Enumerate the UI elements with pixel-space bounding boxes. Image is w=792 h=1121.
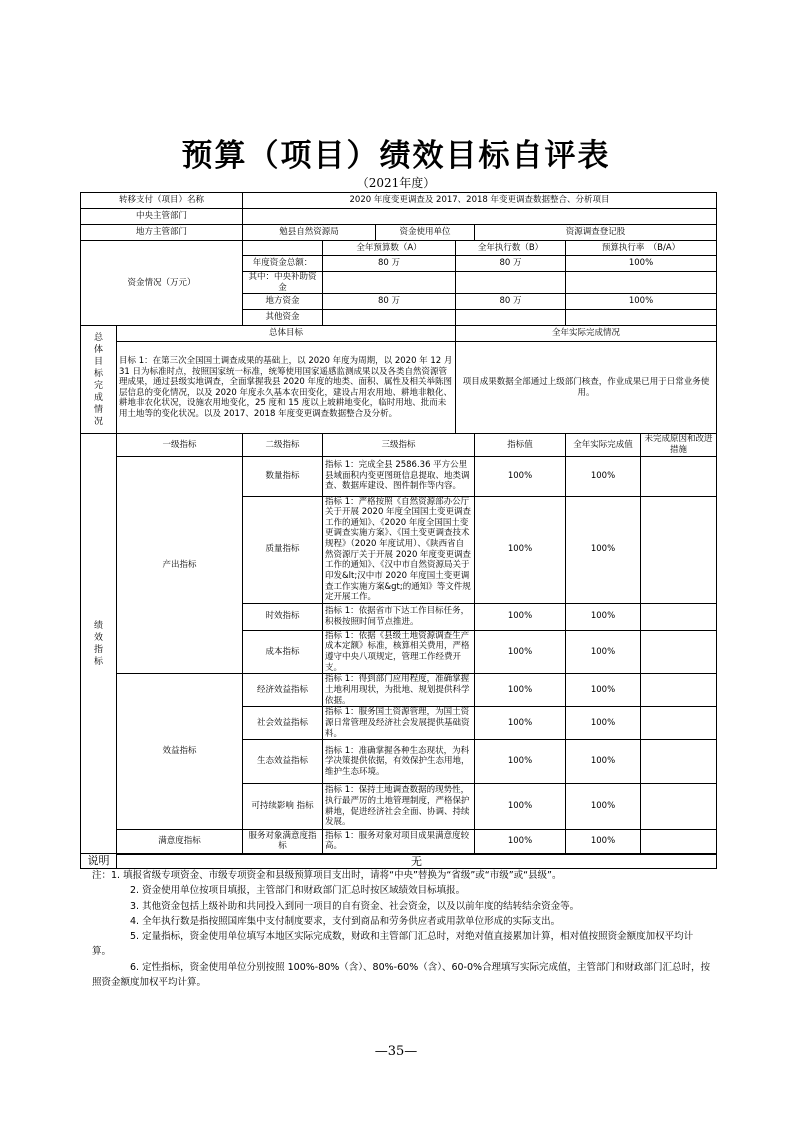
indicator-reason (641, 784, 717, 830)
remark-value: 无 (117, 854, 717, 869)
unit-label: 资金使用单位 (376, 225, 475, 241)
funds-row-budget: 80 万 (323, 256, 456, 272)
col-exec-header: 全年执行数（B） (456, 241, 566, 256)
funds-header-blank (243, 241, 323, 256)
note-item: 5. 定量指标，资金使用单位填写本地区实际完成数，财政和主管部门汇总时，对绝对值直接累加计算，相对值按照资金额度加权平均计算。 (92, 931, 694, 958)
header-level1: 一级指标 (117, 434, 243, 456)
indicator-level2: 数量指标 (243, 456, 323, 496)
indicator-value: 100% (475, 456, 566, 496)
indicator-level2: 生态效益指标 (243, 740, 323, 784)
local-dept-value: 勉县自然资源局 (243, 225, 376, 241)
funds-row-rate (566, 272, 717, 294)
indicator-reason (641, 830, 717, 854)
project-name-value: 2020 年度变更调查及 2017、2018 年变更调查数据整合、分析项目 (243, 193, 717, 209)
note-item: 3. 其他资金包括上级补助和共同投入到同一项目的自有资金、社会资金，以及以前年度的结转结余资金等。 (130, 900, 580, 912)
indicator-level3: 指标 1：保持土地调查数据的现势性，执行最严厉的土地管理制度，严格保护耕地，促进经济社会全面、协调、持续发展。 (323, 784, 475, 830)
year-subtitle: （2021年度） (356, 176, 436, 190)
effect-label: 效益指标 (117, 674, 243, 830)
overall-goal-text: 目标 1：在第三次全国国土调查成果的基础上，以 2020 年度为周期，以 2020 年 12 月 31 日为标准时点，按照国家统一标准，统筹使用国家遥感监测成果以及各类自然资源管理成果，通过县级实地调查，全面掌握我县 2020 年度的地类、面积、属性及相关举陈图层信息的变化情况，以及 2020 年度永久基本农田变化，建设占用农用地、耕地非粮化、耕地非农化状况，设施农用地变化，25 度和 15 度以上坡耕地变化，临时用地、批而未用土地等的变化状况。以及 2017、2018 年度变更调查数据整合及分析。 (117, 342, 456, 434)
funds-row-rate: 100% (566, 294, 717, 310)
funds-row-rate: 100% (566, 256, 717, 272)
indicator-level3: 指标 1：严格按照《自然资源部办公厅关于开展 2020 年度全国国土变更调查工作的通知》、《2020 年度全国国土变更调查实施方案》、《国土变更调查技术规程》（2020 年度试用）、《陕西省自然资源厅关于开展 2020 年度变更调查工作的通知》、《汉中市自然资源局关于印发&lt;汉中市 2020 年度国土变更调查工作实施方案&gt;的通知》等文件规定开展工作。 (323, 496, 475, 603)
indicator-actual: 100% (566, 456, 641, 496)
funds-row-budget (323, 272, 456, 294)
indicator-actual: 100% (566, 707, 641, 740)
notes-section (92, 868, 712, 990)
indicator-value: 100% (475, 707, 566, 740)
indicator-actual: 100% (566, 630, 641, 674)
funds-row-exec (456, 310, 566, 326)
satisfaction-label: 满意度指标 (117, 830, 243, 854)
overall-actual-header: 全年实际完成情况 (456, 326, 717, 342)
central-dept-label: 中央主管部门 (81, 209, 243, 225)
indicator-level3: 指标 1：服务国土资源管理，为国土资源日常管理及经济社会发展提供基础资料。 (323, 707, 475, 740)
funds-row-budget (323, 310, 456, 326)
col-rate-header: 预算执行率 （B/A） (566, 241, 717, 256)
indicator-value: 100% (475, 784, 566, 830)
funds-row-budget: 80 万 (323, 294, 456, 310)
header-level3: 三级指标 (323, 434, 475, 456)
indicator-value: 100% (475, 830, 566, 854)
output-label: 产出指标 (117, 456, 243, 674)
overall-label: 总体目标完成情况 (81, 326, 117, 434)
col-budget-header: 全年预算数（A） (323, 241, 456, 256)
header-value: 指标值 (475, 434, 566, 456)
indicator-reason (641, 630, 717, 674)
indicator-level2: 服务对象满意度指标 (243, 830, 323, 854)
funds-row-exec: 80 万 (456, 256, 566, 272)
indicator-level3: 指标 1：依据省市下达工作目标任务，积极按照时间节点推进。 (323, 603, 475, 630)
indicator-actual: 100% (566, 740, 641, 784)
indicator-level2: 时效指标 (243, 603, 323, 630)
indicator-level3: 指标 1：依据《县级土地资源调查生产成本定额》标准，核算相关费用，严格遵守中央八项规定，管理工作经费开支。 (323, 630, 475, 674)
header-reason: 未完成原因和改进措施 (641, 434, 717, 456)
overall-actual-text: 项目成果数据全部通过上级部门核查，作业成果已用于日常业务使用。 (456, 342, 717, 434)
note-item: 注：1. 填报省级专项资金、市级专项资金和县级预算项目支出时，请将“中央”替换为“省级”或“市级”或“县级”。 (92, 870, 562, 881)
indicator-reason (641, 740, 717, 784)
unit-value: 资源调查登记股 (475, 225, 717, 241)
self-evaluation-table (80, 192, 717, 869)
indicator-reason (641, 674, 717, 707)
indicator-actual: 100% (566, 496, 641, 603)
funds-label: 资金情况（万元） (81, 241, 243, 326)
indicator-level2: 质量指标 (243, 496, 323, 603)
indicator-actual: 100% (566, 674, 641, 707)
funds-row-label: 地方资金 (243, 294, 323, 310)
funds-row-exec: 80 万 (456, 294, 566, 310)
indicator-actual: 100% (566, 603, 641, 630)
note-item: 6. 定性指标，资金使用单位分别按照 100%-80%（含）、80%-60%（含）、60-0%合理填写实际完成值，主管部门和财政部门汇总时，按照资金额度加权平均计算。 (92, 961, 711, 989)
indicator-level3: 指标 1：服务对象对项目成果满意度较高。 (323, 830, 475, 854)
indicator-value: 100% (475, 630, 566, 674)
header-actual: 全年实际完成值 (566, 434, 641, 456)
indicator-reason (641, 603, 717, 630)
header-level2: 二级指标 (243, 434, 323, 456)
indicator-value: 100% (475, 740, 566, 784)
indicator-level2: 可持续影响 指标 (243, 784, 323, 830)
remark-label: 说明 (81, 854, 117, 869)
indicator-level2: 成本指标 (243, 630, 323, 674)
indicator-level3: 指标 1：得到部门应用程度，准确掌握土地利用现状，为批地、规划提供科学依据。 (323, 674, 475, 707)
page-title: 预算（项目）绩效目标自评表 (181, 138, 611, 174)
indicator-level3: 指标 1：准确掌握各种生态现状，为科学决策提供依据，有效保护生态用地，维护生态环境。 (323, 740, 475, 784)
indicator-reason (641, 496, 717, 603)
indicator-value: 100% (475, 496, 566, 603)
perf-label: 绩效指标 (81, 434, 117, 854)
indicator-actual: 100% (566, 784, 641, 830)
funds-row-label: 年度资金总额： (243, 256, 323, 272)
indicator-reason (641, 707, 717, 740)
indicator-value: 100% (475, 674, 566, 707)
local-dept-label: 地方主管部门 (81, 225, 243, 241)
overall-goal-header: 总体目标 (117, 326, 456, 342)
note-item: 4. 全年执行数是指按照国库集中支付制度要求，支付到商品和劳务供应者或用款单位形成的实际支出。 (130, 915, 561, 927)
funds-row-exec (456, 272, 566, 294)
indicator-level2: 经济效益指标 (243, 674, 323, 707)
indicator-reason (641, 456, 717, 496)
funds-row-rate (566, 310, 717, 326)
indicator-value: 100% (475, 603, 566, 630)
indicator-level3: 指标 1：完成全县 2586.36 平方公里县域面积内变更图斑信息提取、地类调查、数据库建设、图件制作等内容。 (323, 456, 475, 496)
project-name-label: 转移支付（项目）名称 (81, 193, 243, 209)
funds-row-label: 其他资金 (243, 310, 323, 326)
note-item: 2. 资金使用单位按项目填报，主管部门和财政部门汇总时按区域绩效目标填报。 (130, 885, 466, 897)
indicator-actual: 100% (566, 830, 641, 854)
page-number: —35— (374, 1044, 418, 1059)
central-dept-value (243, 209, 717, 225)
funds-row-label: 其中：中央补助资金 (243, 272, 323, 294)
indicator-level2: 社会效益指标 (243, 707, 323, 740)
